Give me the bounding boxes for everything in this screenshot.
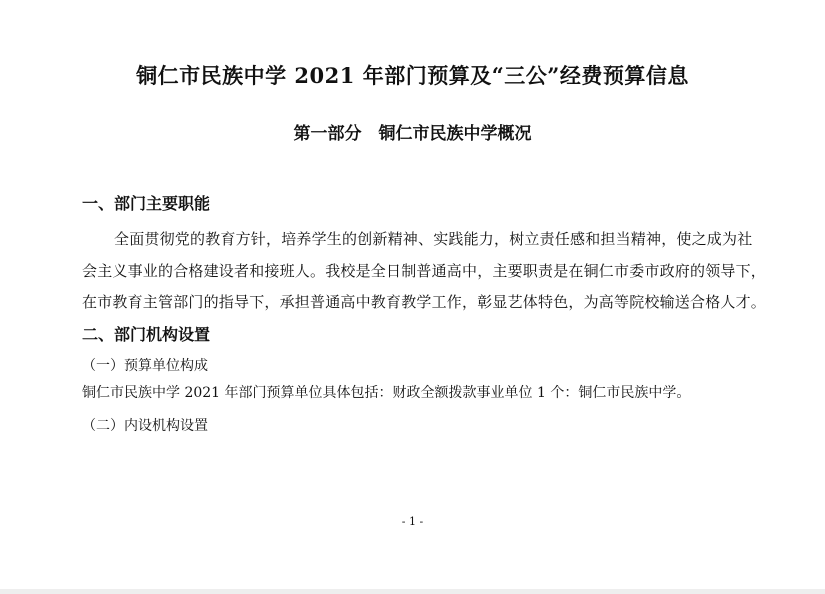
document-title: 铜仁市民族中学 2021 年部门预算及“三公”经费预算信息: [136, 63, 689, 88]
paragraph-line: 全面贯彻党的教育方针，培养学生的创新精神、实践能力，树立责任感和担当精神，使之成为社: [114, 230, 753, 248]
paragraph-line: 会主义事业的合格建设者和接班人。我校是全日制普通高中，主要职责是在铜仁市委市政府的领导下，: [82, 262, 767, 280]
paragraph-line: 在市教育主管部门的指导下，承担普通高中教育教学工作，彰显艺体特色，为高等院校输送合格人才。: [82, 293, 767, 311]
bottom-divider: [0, 589, 825, 594]
budget-units-text: 铜仁市民族中学 2021 年部门预算单位具体包括：财政全额拨款事业单位 1 个：铜仁市民族中学。: [82, 385, 691, 401]
part-title: 第一部分 铜仁市民族中学概况: [293, 124, 532, 144]
page-number: - 1 -: [401, 515, 424, 528]
section-heading-organization: 二、部门机构设置: [82, 325, 211, 344]
section-heading-functions: 一、部门主要职能: [82, 194, 211, 213]
subsection-heading-budget-units: （一）预算单位构成: [82, 358, 208, 374]
subsection-heading-internal-structure: （二）内设机构设置: [82, 418, 208, 434]
